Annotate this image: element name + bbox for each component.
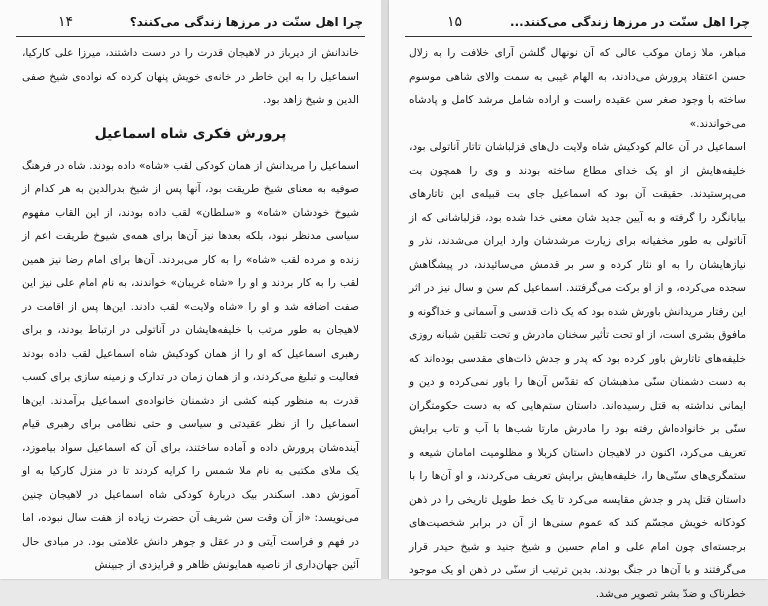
right-page	[389, 0, 768, 600]
header-rule	[405, 36, 752, 37]
page-number: ۱۴	[58, 14, 74, 30]
intro-paragraph: خاندانش از دیرباز در لاهیجان قدرت را در دست داشتند، میرزا علی کارکیا، اسماعیل را به این خاطر در خانه‌ی خویش پنهان کرده که نواده‌ی شیخ صفی الدین و شیخ زاهد بود.	[22, 47, 359, 106]
left-page	[0, 0, 381, 579]
running-header	[407, 11, 750, 33]
header-rule	[16, 36, 365, 37]
body-paragraph: مباهر، ملا زمان موکب عالی که آن نونهال گلشن آرای خلافت را به زلال حسن اعتقاد پرورش می‌دادند، به الهام غیبی به سمت والای شاهی موسوم ساخته با وجود صغر سن عقیده راست و اراده شامل مرشد کامل و پادشاه می‌خواندند.»	[409, 47, 746, 130]
running-head-title: چرا اهل سنّت در مرزها زندگی می‌کنند؟	[129, 15, 363, 29]
body-paragraph: اسماعیل را مریدانش از همان کودکی لقب «شاه» داده بودند. شاه در فرهنگ صوفیه به معنای شیخ طریقت بود، آنها پس از شیخ بدرالدین به هر کدام از شیوخ خودشان «شاه» و «سلطان» لقب داده بودند، از این القاب مفهوم سیاسی مدنظر نبود، بلکه بعدها نیز آن‌ها برای همه‌ی شیوخ طریقت اعم از زنده و مرده لقب «شاه» را به کار می‌بردند. آن‌ها برای امام رضا نیز همین لقب را به کار بردند و او را «شاه غریبان» خواندند، به نام امام علی نیز این صفت اضافه شد و او را «شاه ولایت» لقب دادند. این‌ها پس از اقامت در لاهیجان به طور مرتب با خلیفه‌هایشان در آناتولی در ارتباط بودند، و برای رهبری اسماعیل که او را از همان کودکیش شاه اسماعیل لقب داده بودند فعالیت و تبلیغ می‌کردند، و از همان زمان در تدارک و زمینه سازی برای کسب قدرت به منظور کینه کشی از دشمنان خانواده‌ی اسماعیل برآمدند. این‌ها اسماعیل را از نظر عقیدتی و سیاسی و حتی نظامی برای رهبری قیام آینده‌شان پرورش داده و آماده ساختند، برای آن که اسماعیل سواد بیاموزد، یک ملای مکتبی به نام ملا شمس را کرایه کردند تا در منزل کارکیا به او آموزش دهد. اسکندر بیک دربارهٔ کودکی شاه اسماعیل در لاهیجان چنین می‌نویسد: «از آن وقت سن شریف آن حضرت زیاده از هفت سال نبوده، اما در فهم و فراست آیتی و در عقل و جوهر دانش علامتی بود. در مبادی حال آئین جهان‌داری از ناصیه همایونش ظاهر و فرایزدی از جبینش	[22, 159, 359, 571]
page-body	[22, 42, 359, 578]
running-header	[18, 11, 363, 33]
book-gutter	[381, 0, 389, 579]
section-heading: پرورش فکری شاه اسماعیل	[94, 125, 287, 142]
running-head-title: چرا اهل سنّت در مرزها زندگی می‌کنند...	[510, 15, 750, 29]
page-body	[409, 42, 746, 606]
body-paragraph: اسماعیل در آن عالم کودکیش شاه ولایت دل‌های قزلباشان تاتار آناتولی بود، خلیفه‌هایش از او یک خدای مطاع ساخته بودند و وی را همچون بت می‌پرستیدند. حقیقت آن بود که اسماعیل جای بت قبیله‌ی این تاتارهای بیابانگرد را گرفته و به آیین جدید شان معنی خدا شده بود، قزلباشانی که از آناتولی به طور مخفیانه برای زیارت مرشدشان وارد ایران می‌شدند، نذر و نیازهایشان را به او نثار کرده و سر بر قدمش می‌سائیدند، در پیشگاهش سجده می‌کرده، و از او برکت می‌گرفتند. اسماعیل کم سن و سال نیز در اثر این رفتار مریدانش باورش شده بود که یک ذات قدسی و آسمانی و خداگونه و مافوق بشری است، از او تحت تأثیر سخنان مادرش و تحت تلقین شبانه روزی خلیفه‌های تاتارش باور کرده بود که پدر و جدش ذات‌های مقدسی بوده‌اند که به دست دشمنان سنّی مذهبشان که تقدّس آن‌ها را باور نمی‌کرده و دین و ایمانی نداشته به قتل رسیده‌اند. داستان ستم‌هایی که به دست حکومتگران سنّی بر خانواده‌اش رفته بود را مادرش مارتا شب‌ها با آب و تاب برایش تعریف می‌کرد، اکنون در لاهیجان داستان کربلا و مظلومیت امامان شیعه و ستمگری‌های سنّی‌ها را، خلیفه‌هایش برایش تعریف می‌کردند، و او آن‌ها را با داستان قتل پدر و جدش مقایسه می‌کرد تا یک خط طویل تاریخی را در ذهن کودکانه خویش مجسّم کند که عموم سنی‌ها از آن در برابر شخصیت‌های برجسته‌ای چون امام علی و امام حسین و شیخ جنید و شیخ حیدر قرار می‌گرفتند و با آن‌ها در جنگ بودند. بدین ترتیب از سنّی در ذهن او یک موجود خطرناک و ضدّ بشر تصویر می‌شد.	[409, 141, 746, 600]
page-number: ۱۵	[447, 14, 463, 30]
